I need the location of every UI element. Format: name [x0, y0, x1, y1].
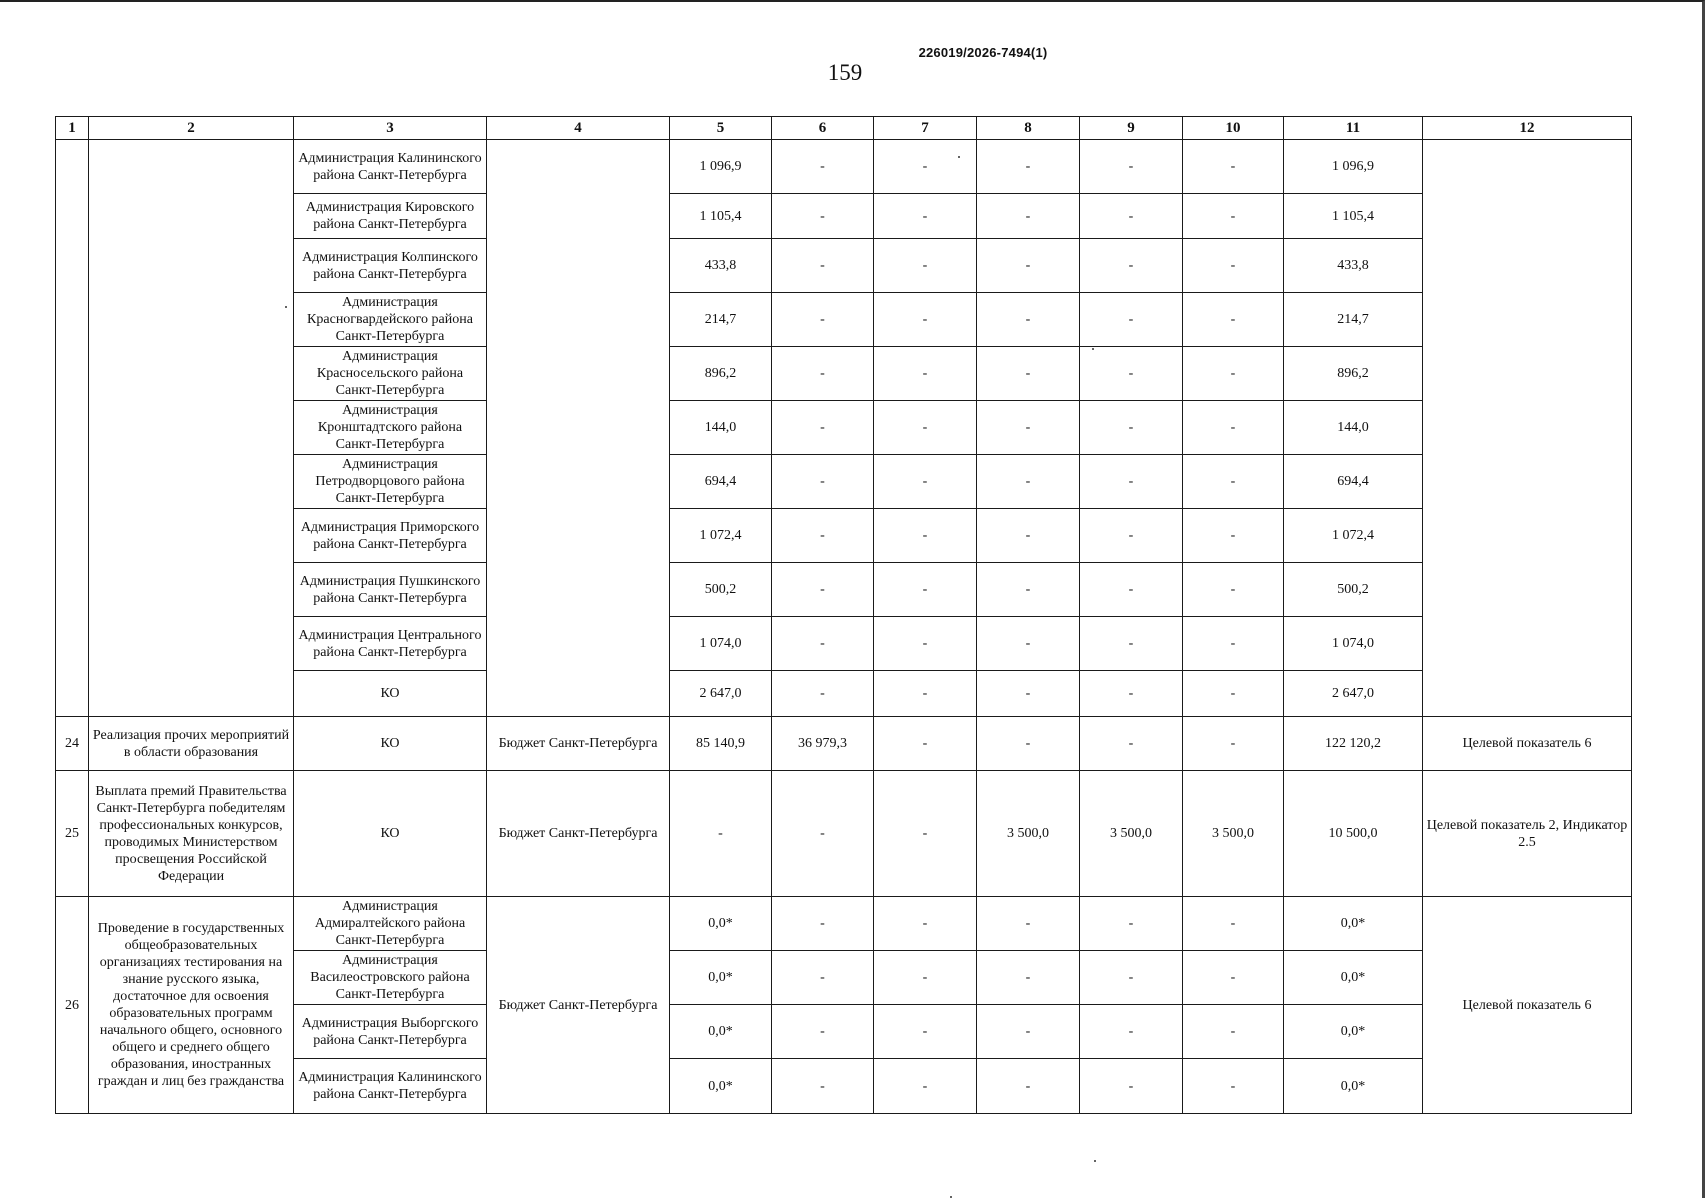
value-cell: - — [1080, 717, 1183, 771]
document-registration-number: 226019/2026-7494(1) — [918, 45, 1048, 60]
executor-cell: Администрация Калининского района Санкт-Петербурга — [298, 1070, 482, 1102]
value-cell: 1 074,0 — [670, 617, 771, 671]
value-cell: - — [874, 771, 977, 897]
value-cell: - — [670, 771, 772, 897]
column-6-stack — [772, 140, 874, 717]
value-cell: - — [1183, 1005, 1283, 1059]
value-cell: - — [820, 1078, 825, 1094]
column-9-stack — [1080, 140, 1183, 717]
value-cell: - — [1183, 951, 1283, 1005]
value-cell: - — [977, 951, 1079, 1005]
item-number-cell: 24 — [56, 717, 89, 771]
value-cell: - — [1080, 617, 1182, 671]
total-cell: 2 647,0 — [1332, 686, 1374, 701]
value-cell: - — [820, 686, 825, 701]
funding-source-cell — [487, 140, 670, 717]
value-cell: - — [772, 455, 873, 509]
value-cell: - — [1183, 293, 1283, 347]
value-cell: - — [977, 401, 1079, 455]
value-cell: 3 500,0 — [1080, 771, 1183, 897]
value-cell: - — [772, 140, 873, 194]
column-header: 8 — [977, 117, 1080, 140]
value-cell: - — [922, 1078, 928, 1094]
value-cell: - — [977, 897, 1079, 951]
value-cell: - — [977, 239, 1079, 293]
value-cell: 0,0* — [670, 897, 771, 951]
budget-table — [55, 116, 1632, 1114]
total-cell: 896,2 — [1284, 347, 1422, 401]
column-7-stack — [874, 897, 977, 1114]
value-cell: - — [1230, 1078, 1236, 1094]
value-cell: - — [1080, 194, 1182, 239]
value-cell: - — [772, 347, 873, 401]
value-cell: - — [772, 509, 873, 563]
value-cell: 85 140,9 — [670, 717, 772, 771]
value-cell: - — [1080, 140, 1182, 194]
column-header: 3 — [294, 117, 487, 140]
total-cell: 1 096,9 — [1284, 140, 1422, 194]
funding-source-cell: Бюджет Санкт-Петербурга — [487, 897, 670, 1114]
value-cell: - — [874, 951, 976, 1005]
funding-source-cell: Бюджет Санкт-Петербурга — [487, 717, 670, 771]
value-cell: - — [1183, 140, 1283, 194]
column-11-total-stack — [1284, 897, 1423, 1114]
value-cell: - — [1183, 455, 1283, 509]
item-number-cell: 26 — [56, 897, 89, 1114]
value-cell: - — [977, 1005, 1079, 1059]
value-cell: - — [772, 401, 873, 455]
scan-speck — [1092, 348, 1094, 350]
value-cell: 144,0 — [670, 401, 771, 455]
executor-cell: Администрация Кронштадтского района Санкт-Петербурга — [294, 401, 486, 455]
value-cell: 3 500,0 — [977, 771, 1080, 897]
value-cell: - — [874, 509, 976, 563]
value-cell: - — [874, 293, 976, 347]
indicator-cell: Целевой показатель 2, Индикатор 2.5 — [1423, 771, 1632, 897]
value-cell: - — [1183, 717, 1284, 771]
executor-cell: Администрация Калининского района Санкт-Петербурга — [294, 140, 486, 194]
value-cell: - — [1080, 509, 1182, 563]
value-cell: 1 072,4 — [670, 509, 771, 563]
value-cell: - — [874, 617, 976, 671]
scan-speck — [1094, 1160, 1096, 1162]
value-cell: 0,0* — [670, 1005, 771, 1059]
value-cell: - — [1128, 686, 1134, 701]
item-name-cell: Проведение в государственных общеобразовательных организациях тестирования на знание русского языка, достаточное для освоения образовательных программ начального общего, основного общего и среднего общего образования, иностранных граждан и лиц без гражданства — [89, 897, 294, 1114]
value-cell: - — [977, 717, 1080, 771]
total-cell: 122 120,2 — [1284, 717, 1423, 771]
total-cell: 1 074,0 — [1284, 617, 1422, 671]
executor-cell: Администрация Приморского района Санкт-Петербурга — [294, 509, 486, 563]
column-7-stack — [874, 140, 977, 717]
value-cell: - — [977, 617, 1079, 671]
total-cell: 433,8 — [1284, 239, 1422, 293]
executor-cell: Администрация Пушкинского района Санкт-Петербурга — [294, 563, 486, 617]
column-8-stack — [977, 897, 1080, 1114]
item-name-cell: Выплата премий Правительства Санкт-Петербурга победителям профессиональных конкурсов, проводимых Министерством просвещения Российской Федерации — [89, 771, 294, 897]
value-cell: 0,0* — [708, 1078, 733, 1094]
total-cell: 0,0* — [1340, 1078, 1366, 1094]
total-cell: 0,0* — [1284, 1005, 1422, 1059]
total-cell: 694,4 — [1284, 455, 1422, 509]
value-cell: - — [874, 897, 976, 951]
value-cell: - — [1080, 347, 1182, 401]
total-cell: 144,0 — [1284, 401, 1422, 455]
executor-cell: Администрация Выборгского района Санкт-Петербурга — [294, 1005, 486, 1059]
scan-speck — [285, 306, 287, 308]
value-cell: - — [874, 347, 976, 401]
item-name-cell: Реализация прочих мероприятий в области образования — [89, 717, 294, 771]
indicator-cell: Целевой показатель 6 — [1423, 717, 1632, 771]
total-cell: 0,0* — [1284, 897, 1422, 951]
value-cell: 1 096,9 — [670, 140, 771, 194]
column-header: 6 — [772, 117, 874, 140]
value-cell: - — [1183, 897, 1283, 951]
total-cell: 1 105,4 — [1284, 194, 1422, 239]
item-number-cell — [56, 140, 89, 717]
executor-cell: Администрация Адмиралтейского района Санкт-Петербурга — [294, 897, 486, 951]
scan-speck — [958, 156, 960, 158]
table-row-block-23 — [56, 140, 1632, 717]
value-cell: - — [1128, 1078, 1134, 1094]
scan-speck — [950, 1196, 952, 1198]
total-cell: 500,2 — [1284, 563, 1422, 617]
value-cell: - — [1080, 897, 1182, 951]
value-cell: - — [1183, 617, 1283, 671]
value-cell: 36 979,3 — [772, 717, 874, 771]
executor-cell: Администрация Кировского района Санкт-Петербурга — [294, 194, 486, 239]
value-cell: - — [1183, 401, 1283, 455]
column-6-stack — [772, 897, 874, 1114]
value-cell: - — [874, 194, 976, 239]
value-cell: - — [977, 347, 1079, 401]
executor-cell: Администрация Василеостровского района Санкт-Петербурга — [294, 951, 486, 1005]
value-cell: - — [772, 194, 873, 239]
executor-cell: Администрация Петродворцового района Санкт-Петербурга — [294, 455, 486, 509]
total-cell: 0,0* — [1284, 951, 1422, 1005]
value-cell: 1 105,4 — [670, 194, 771, 239]
value-cell: - — [874, 140, 976, 194]
executor-cell: Администрация Красносельского района Санкт-Петербурга — [294, 347, 486, 401]
value-cell: 0,0* — [670, 951, 771, 1005]
funding-source-cell: Бюджет Санкт-Петербурга — [487, 771, 670, 897]
value-cell: - — [874, 401, 976, 455]
value-cell: 500,2 — [670, 563, 771, 617]
executor-cell: КО — [380, 686, 400, 701]
value-cell: - — [1183, 509, 1283, 563]
total-cell: 214,7 — [1284, 293, 1422, 347]
executor-cell: КО — [294, 771, 487, 897]
column-number-row — [56, 117, 1632, 140]
value-cell: - — [977, 140, 1079, 194]
value-cell: - — [1080, 455, 1182, 509]
column-10-stack — [1183, 140, 1284, 717]
value-cell: - — [922, 686, 928, 701]
value-cell: - — [772, 563, 873, 617]
column-8-stack — [977, 140, 1080, 717]
value-cell: - — [874, 239, 976, 293]
value-cell: - — [977, 563, 1079, 617]
value-cell: - — [772, 771, 874, 897]
value-cell: - — [772, 897, 873, 951]
value-cell: - — [977, 194, 1079, 239]
value-cell: 3 500,0 — [1183, 771, 1284, 897]
column-9-stack — [1080, 897, 1183, 1114]
indicator-cell: Целевой показатель 6 — [1423, 897, 1632, 1114]
total-cell: 10 500,0 — [1284, 771, 1423, 897]
value-cell: - — [1025, 686, 1031, 701]
item-number-cell: 25 — [56, 771, 89, 897]
value-cell: - — [1080, 239, 1182, 293]
value-cell: - — [874, 563, 976, 617]
value-cell: 694,4 — [670, 455, 771, 509]
executor-cell: Администрация Красногвардейского района Санкт-Петербурга — [294, 293, 486, 347]
column-5-stack — [670, 897, 772, 1114]
table-row-24 — [56, 717, 1632, 771]
value-cell: - — [874, 455, 976, 509]
column-10-stack — [1183, 897, 1284, 1114]
column-5-stack — [670, 140, 772, 717]
value-cell: - — [772, 293, 873, 347]
column-header: 7 — [874, 117, 977, 140]
value-cell: - — [1183, 194, 1283, 239]
item-name-cell — [89, 140, 294, 717]
value-cell: - — [1230, 686, 1236, 701]
value-cell: - — [1025, 1078, 1031, 1094]
value-cell: - — [1080, 401, 1182, 455]
executor-cell: Администрация Колпинского района Санкт-Петербурга — [294, 239, 486, 293]
value-cell: 433,8 — [670, 239, 771, 293]
value-cell: 2 647,0 — [699, 686, 742, 701]
value-cell: - — [1080, 293, 1182, 347]
value-cell: - — [772, 1005, 873, 1059]
indicator-cell — [1423, 140, 1632, 717]
value-cell: - — [977, 455, 1079, 509]
executor-cell: Администрация Центрального района Санкт-Петербурга — [294, 617, 486, 671]
value-cell: - — [1080, 563, 1182, 617]
column-header: 2 — [89, 117, 294, 140]
page-number: 159 — [827, 60, 863, 85]
column-header: 1 — [56, 117, 89, 140]
value-cell: - — [874, 1005, 976, 1059]
total-cell: 1 072,4 — [1284, 509, 1422, 563]
value-cell: - — [874, 717, 977, 771]
table-row-25 — [56, 771, 1632, 897]
column-header: 12 — [1423, 117, 1632, 140]
value-cell: - — [772, 239, 873, 293]
value-cell: - — [1183, 347, 1283, 401]
table-row-26 — [56, 897, 1632, 1114]
value-cell: - — [1183, 563, 1283, 617]
executor-column-stack — [294, 140, 487, 717]
value-cell: - — [977, 293, 1079, 347]
column-header: 11 — [1284, 117, 1423, 140]
value-cell: - — [772, 951, 873, 1005]
executor-cell: КО — [294, 717, 487, 771]
value-cell: 214,7 — [670, 293, 771, 347]
executor-column-stack — [294, 897, 487, 1114]
value-cell: - — [1080, 1005, 1182, 1059]
value-cell: - — [772, 617, 873, 671]
column-11-total-stack — [1284, 140, 1423, 717]
value-cell: - — [977, 509, 1079, 563]
value-cell: - — [1080, 951, 1182, 1005]
column-header: 4 — [487, 117, 670, 140]
value-cell: - — [1183, 239, 1283, 293]
column-header: 9 — [1080, 117, 1183, 140]
column-header: 10 — [1183, 117, 1284, 140]
column-header: 5 — [670, 117, 772, 140]
value-cell: 896,2 — [670, 347, 771, 401]
